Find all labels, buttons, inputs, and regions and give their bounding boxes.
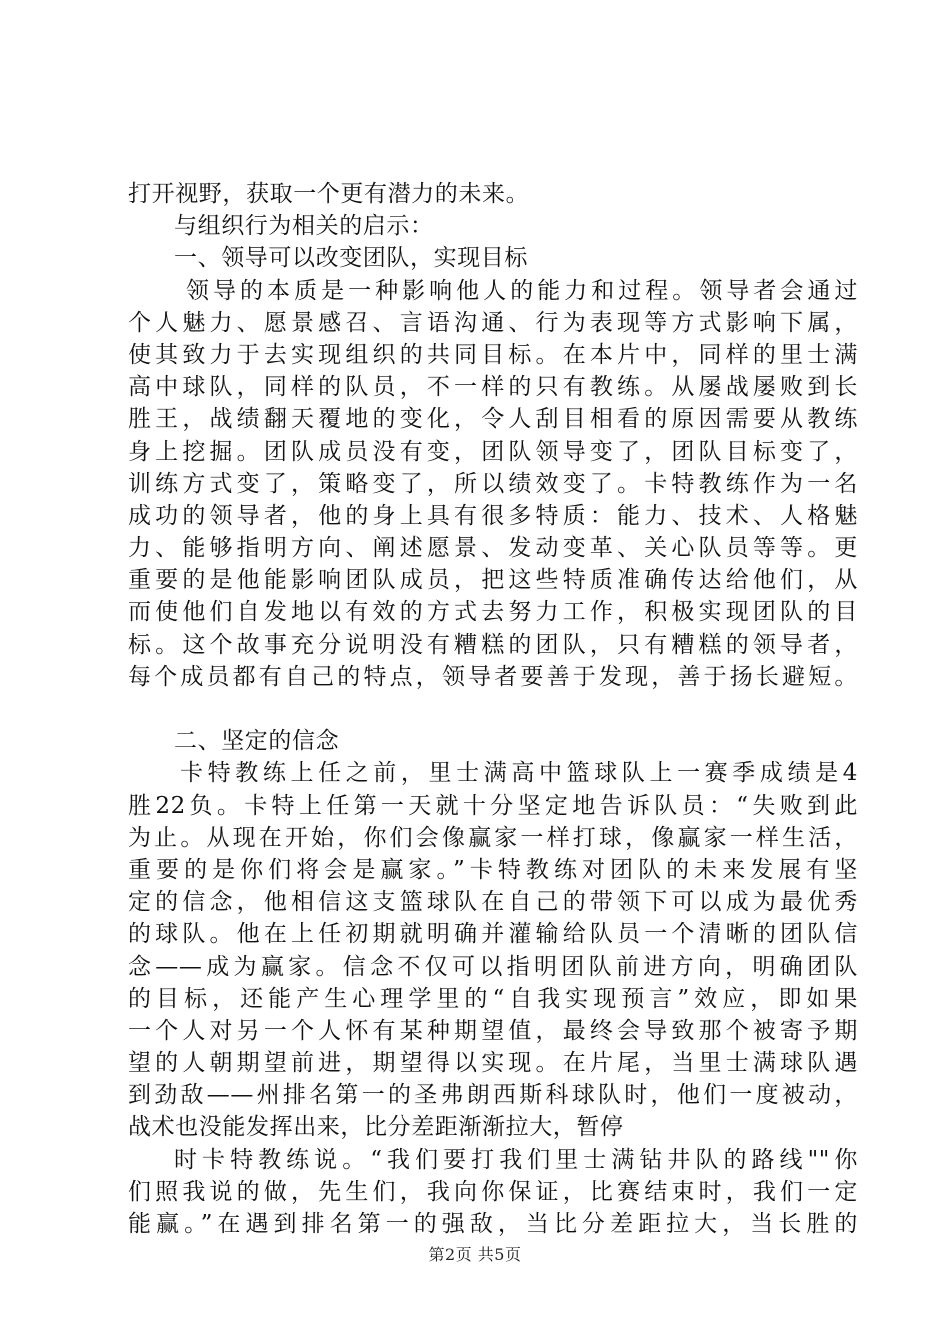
text-line: 到劲敌——州排名第一的圣弗朗西斯科球队时，他们一度被动， <box>128 1082 858 1109</box>
text-line: 卡特教练上任之前，里士满高中篮球队上一赛季成绩是4 <box>180 760 858 787</box>
text-line: 标。这个故事充分说明没有糟糕的团队，只有糟糕的领导者， <box>128 631 858 658</box>
text-line: 的目标，还能产生心理学里的“自我实现预言”效应，即如果 <box>128 985 858 1012</box>
text-line: 高中球队，同样的队员，不一样的只有教练。从屡战屡败到长 <box>128 374 858 401</box>
text-line: 与组织行为相关的启示： <box>174 213 434 240</box>
text-line: 们照我说的做，先生们，我向你保证，比赛结束时，我们一定 <box>128 1178 858 1205</box>
text-line: 胜王，战绩翻天覆地的变化，令人刮目相看的原因需要从教练 <box>128 406 858 433</box>
text-line: 为止。从现在开始，你们会像赢家一样打球，像赢家一样生活， <box>128 824 858 851</box>
section-heading: 二、坚定的信念 <box>174 728 340 755</box>
text-line: 战术也没能发挥出来，比分差距渐渐拉大，暂停 <box>128 1114 624 1141</box>
text-line: 念——成为赢家。信念不仅可以指明团队前进方向，明确团队 <box>128 953 858 980</box>
text-line: 能赢。”在遇到排名第一的强敌，当比分差距拉大，当长胜的 <box>128 1211 858 1237</box>
text-line: 打开视野，获取一个更有潜力的未来。 <box>128 181 530 207</box>
text-line: 每个成员都有自己的特点，领导者要善于发现，善于扬长避短。 <box>128 663 858 690</box>
text-line: 身上挖掘。团队成员没有变，团队领导变了，团队目标变了， <box>128 438 858 465</box>
text-line: 领导的本质是一种影响他人的能力和过程。领导者会通过 <box>186 277 858 304</box>
text-line: 一个人对另一个人怀有某种期望值，最终会导致那个被寄予期 <box>128 1017 858 1044</box>
text-line: 个人魅力、愿景感召、言语沟通、行为表现等方式影响下属， <box>128 309 858 336</box>
text-line: 的球队。他在上任初期就明确并灌输给队员一个清晰的团队信 <box>128 921 858 948</box>
text-line: 望的人朝期望前进，期望得以实现。在片尾，当里士满球队遇 <box>128 1050 858 1077</box>
text-line: 重要的是他能影响团队成员，把这些特质准确传达给他们，从 <box>128 567 858 594</box>
text-line: 成功的领导者，他的身上具有很多特质：能力、技术、人格魅 <box>128 502 858 529</box>
blank-line <box>128 693 858 725</box>
text-line: 时卡特教练说。“我们要打我们里士满钻井队的路线""你 <box>174 1146 858 1173</box>
text-line: 定的信念，他相信这支篮球队在自己的带领下可以成为最优秀 <box>128 889 858 916</box>
text-line: 力、能够指明方向、阐述愿景、发动变革、关心队员等等。更 <box>128 535 858 562</box>
text-line: 而使他们自发地以有效的方式去努力工作，积极实现团队的目 <box>128 599 858 626</box>
text-line: 使其致力于去实现组织的共同目标。在本片中，同样的里士满 <box>128 341 858 368</box>
text-line: 胜22负。卡特上任第一天就十分坚定地告诉队员：“失败到此 <box>128 792 858 819</box>
body-text <box>128 178 858 1240</box>
page-footer: 第2页 共5页 <box>428 1245 522 1264</box>
section-heading: 一、领导可以改变团队，实现目标 <box>174 245 528 272</box>
text-line: 重要的是你们将会是赢家。”卡特教练对团队的未来发展有坚 <box>128 856 858 883</box>
text-line: 训练方式变了，策略变了，所以绩效变了。卡特教练作为一名 <box>128 470 858 497</box>
